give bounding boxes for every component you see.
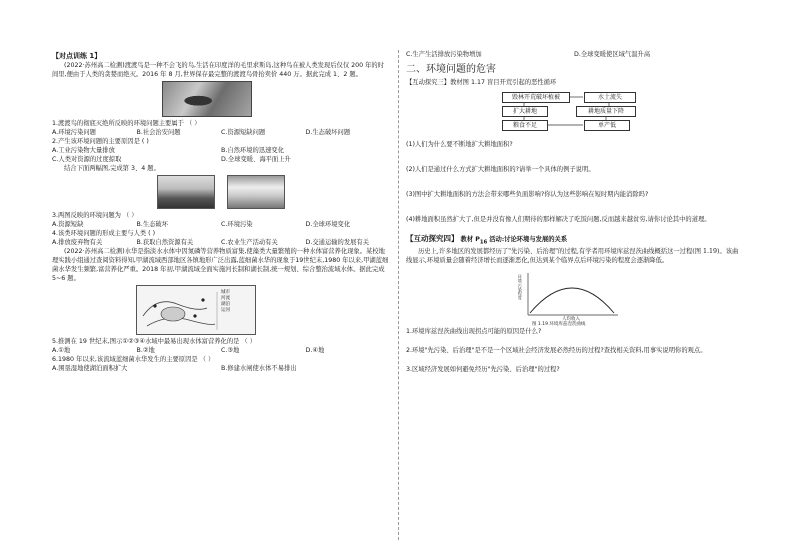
explore-4-text: 历史上,许多地区的发展都经历了"先污染、后治理"的过程,有学者用环境库兹涅茨曲线概括这一过程(图 1.19)。该曲线显示,环境质量会随着经济增长而逐渐恶化,但达到某个临界点后环境污染的程度会逐渐降低。 <box>406 248 739 265</box>
option: C.农业生产活动有关 <box>221 239 278 246</box>
legend-item: 湖泊 <box>221 302 230 307</box>
flow-box: 扩大耕地 <box>502 106 548 117</box>
section-2-title: 二、环境问题的危害 <box>406 64 496 75</box>
explore-4-title: 【互动探究四】 <box>406 234 459 243</box>
question-3: 3.两图反映的环境问题为 （ ） <box>52 212 138 219</box>
option: D.全球变暖、海平面上升 <box>221 156 291 163</box>
dodo-bird-image <box>162 81 252 117</box>
option: A.围垦湿地使湖泊面积扩大 <box>52 365 128 372</box>
option: C.生产生活排放污染物增加 <box>406 51 482 58</box>
option: C.环境污染 <box>221 221 253 228</box>
flow-box: 单产低 <box>584 120 630 131</box>
option: B.自然环境的迅速变化 <box>221 147 284 154</box>
explore-4-question-1: 1.环境库兹涅茨曲线出现拐点可能的原因是什么? <box>406 328 542 336</box>
map-legend <box>221 290 230 314</box>
lake-basin-map <box>136 285 256 335</box>
curve-x-label: 人均收入 <box>562 317 580 323</box>
explore-3-question-2: (2)人们是通过什么方式扩大耕地面积的?请举一个具体的例子说明。 <box>406 166 595 173</box>
curve-y-label: 环境污染程度 <box>518 274 522 301</box>
explore-4-page: 16 <box>479 239 488 246</box>
question-4-options <box>52 238 390 247</box>
column-divider <box>398 50 399 540</box>
intro-passage: (2022·苏州高二检测)渡渡鸟是一种不会飞的鸟,生活在印度洋的毛里求斯岛,这种鸟在被人类发现后仅仅 200 年的时间里,便由于人类的贪婪而绝灭。2016 年 8 月,世界保存最完整的渡渡鸟骨抬卖价 440 万。据此完成 1、2 题。 <box>52 62 385 78</box>
option: C.人类对资源的过度掠取 <box>52 156 122 163</box>
question-5-options <box>52 346 390 355</box>
explore-3-question-1: (1)人们为什么要不断地扩大耕地面积? <box>406 141 513 148</box>
question-4: 4.该类环境问题的形成主要与人类 ( ) <box>52 230 156 237</box>
explore-3-question-4: (4)耕地面积虽然扩大了,但是并没有像人们期待的那样解决了吃饭问题,反而越来越贫穷,请你讨论其中的道理。 <box>406 216 711 223</box>
curve-caption: 图 1.19 环境库兹涅茨曲线 <box>532 322 586 328</box>
option: B.获取自然资源有关 <box>136 239 194 246</box>
vicious-cycle-diagram <box>406 90 742 134</box>
flow-box: 水土流失 <box>584 92 636 103</box>
option: A.①地 <box>52 347 71 354</box>
question-6: 6.1980 年以来,该流域蓝细菌水华发生的主要原因是 （ ） <box>52 356 215 363</box>
explore-4-activity: 活动:讨论环境与发展的关系 <box>489 236 568 243</box>
kuznets-curve-figure <box>518 269 622 328</box>
passage-2: (2022·苏州高二检测)水华是指淡水水体中因氮磷等营养物质富集,使藻类大量繁殖的一种水体富营养化现象。某校地理实践小组通过查阅资料得知,甲湖流域西部地区各镇地形广泛出露,蓝细菌水华的现象于19世纪末,1980 年以来,甲湖蓝细菌水华发生频繁,富营养化严重。2018 年初,甲湖流域全面实施河长制和湖长制,统一规划、综合整治流域水体。据此完成 5~6 题。 <box>52 248 389 282</box>
option: D.全球环境变化 <box>305 221 351 228</box>
option: B.修建水闸使水体不易排出 <box>221 365 297 372</box>
question-6-options-continued <box>406 50 742 59</box>
map-drawing <box>137 286 255 334</box>
question-2-options <box>52 146 390 164</box>
right-column <box>406 50 742 374</box>
flow-box: 耕地质量下降 <box>576 106 636 117</box>
option: A.排放废弃物有关 <box>52 239 103 246</box>
factory-smoke-image <box>157 175 215 209</box>
option: A.环境污染问题 <box>52 129 96 136</box>
explore-3-title: 【互动探究三】教材图 1.17 盲目开荒引起的恶性循环 <box>406 79 557 86</box>
option: B.社会治安问题 <box>136 129 181 136</box>
option: A.工业污染物大量排放 <box>52 147 115 154</box>
option: C.③地 <box>221 347 240 354</box>
explore-3-question-3: (3)图中扩大耕地面积的方法会带来哪些负面影响?你认为这些影响在短时期内能消除吗? <box>406 191 649 198</box>
question-2: 2.产生该环境问题的主要原因是 ( ) <box>52 138 149 145</box>
option: C.资源短缺问题 <box>221 129 266 136</box>
question-1-options <box>52 128 390 137</box>
option: D.④地 <box>305 347 325 354</box>
option: D.全球变暖使区域气温升高 <box>574 51 651 58</box>
image-row <box>52 175 390 209</box>
option: D.交通运输的发展有关 <box>305 239 370 246</box>
explore-4-question-3: 3.区域经济发展如何避免经历"先污染、后治理"的过程? <box>406 366 560 374</box>
q34-lead: 结合下面两幅图,完成第 3、4 题。 <box>64 165 160 172</box>
question-3-options <box>52 220 390 229</box>
question-5: 5.推测在 19 世纪末,图示①②③④水域中最易出现水体富营养化的是 （ ） <box>52 338 257 345</box>
option: B.②地 <box>136 347 155 354</box>
option: D.生态破坏问题 <box>305 129 351 136</box>
document-page <box>52 50 742 540</box>
legend-item: 城市 <box>221 290 230 295</box>
option: A.资源短缺 <box>52 221 84 228</box>
option: B.生态破坏 <box>136 221 169 228</box>
explore-4-question-2: 2.环境"先污染、后治理"是不是一个区域社会经济发展必然经历的过程?查找相关资料,用事实说明你的观点。 <box>406 347 707 355</box>
question-6-options <box>52 364 390 373</box>
flow-box: 粮食不足 <box>502 120 548 131</box>
polluted-landscape-image <box>227 175 285 209</box>
flow-arrows <box>406 90 646 134</box>
left-column <box>52 50 390 373</box>
explore-4-ref: 教材 P <box>460 236 480 243</box>
legend-item: 运河 <box>221 308 230 313</box>
legend-item: 河流 <box>221 296 230 301</box>
section-title: 【对点训练 1】 <box>52 52 102 60</box>
question-1: 1.渡渡鸟的彻底灭绝所反映的环境问题主要属于 （ ） <box>52 120 201 127</box>
explore-4-heading <box>406 234 742 247</box>
flow-box: 毁林开荒破坏植被 <box>502 92 570 103</box>
